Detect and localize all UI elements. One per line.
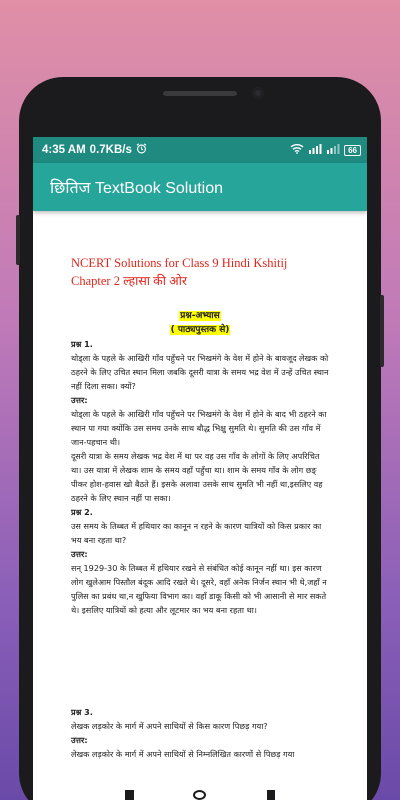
answer-text: लेखक लड़कोर के मार्ग में अपने साथियों से निम्नलिखित कारणों से पिछड़ गया	[71, 749, 295, 759]
app-bar	[33, 163, 367, 211]
status-bar	[33, 137, 367, 163]
question-label: प्रश्न 2.	[71, 507, 93, 517]
answer-label: उत्तर:	[71, 549, 88, 559]
battery-icon: 66	[344, 145, 361, 156]
question-text: थोड्ला के पहले के आखिरी गाँव पहुँचने पर भिखमंगे के वेश में होने के बावजूद लेखक को ठहरने के लिए उचित स्थान मिला जबकि दूसरी यात्रा के समय भद्र वेश में उन्हें उचित स्थान नहीं दिला सका। क्यों?	[71, 353, 329, 391]
back-icon[interactable]	[267, 790, 275, 800]
question-label: प्रश्न 3.	[71, 707, 93, 717]
signal-icon-2	[326, 143, 340, 157]
document-title: NCERT Solutions for Class 9 Hindi Kshitij Chapter 2 ल्हासा की ओर	[71, 256, 288, 288]
front-camera	[252, 87, 264, 99]
volume-button	[16, 215, 20, 265]
status-time: 4:35 AM	[42, 144, 86, 156]
answer-text: सन् 1929-30 के तिब्बत में हथियार रखने से संबंधित कोई कानून नहीं था। इस कारण लोग खुलेआम पिस्तौल बंदूक आदि रखते थे। दूसरे, वहाँ अनेक निर्जन स्थान भी थे,जहाँ न पुलिस का प्रबंध था,न खुफिया विभाग का। वहाँ डाकू किसी को भी आसानी से मार सकते थे। इसलिए यात्रियों को हत्या और लूटमार का भय बना रहता था।	[71, 563, 327, 615]
recents-icon[interactable]	[125, 790, 134, 800]
question-answer-body	[71, 337, 329, 761]
power-button	[380, 295, 384, 367]
question-label: प्रश्न 1.	[71, 339, 93, 349]
answer-label: उत्तर:	[71, 395, 88, 405]
question-text: लेखक लड़कोर के मार्ग में अपने साथियों से किस कारण पिछड़ गया?	[71, 721, 268, 731]
status-net-speed: 0.7KB/s	[89, 144, 132, 156]
answer-text: थोड्ला के पहले के आखिरी गाँव पहुँचने पर भिखमंगे के वेश में होने के बाद भी ठहरने का स्थान पा गया क्योंकि उस समय उनके साथ बौद्ध भिक्षु सुमति थे। सुमति की उस गाँव में जान-पहचान थी।	[71, 409, 327, 447]
question-text: उस समय के तिब्बत में हथियार का कानून न रहने के कारण यात्रियों को किस प्रकार का भय बना रहता था?	[71, 521, 322, 545]
home-icon[interactable]	[193, 790, 206, 800]
alarm-icon	[136, 143, 147, 157]
screen	[33, 137, 367, 800]
answer-text: दूसरी यात्रा के समय लेखक भद्र वेश में था पर वह उस गाँव के लोगों के लिए अपरिचित था। उस यात्रा में लेखक शाम के समय वहाँ पहुँचा था। शाम के समय गाँव के लोग छङ् पीकर होश-हवास खो बैठते हैं। इसके अलावा उसके साथ सुमति भी नहीं था,इसलिए वह ठहरने के लिए स्थान नहीं पा सका।	[71, 451, 323, 503]
earpiece-speaker	[163, 91, 237, 96]
section-header	[71, 309, 329, 337]
app-title: छितिज TextBook Solution	[50, 180, 224, 197]
signal-icon	[308, 143, 322, 157]
spacer	[71, 617, 329, 705]
section-subtitle: ( पाठ्यपुस्तक से)	[170, 325, 230, 335]
wifi-icon	[290, 143, 304, 157]
section-title: प्रश्न-अभ्यास	[180, 311, 220, 321]
document-content[interactable]	[33, 211, 367, 800]
answer-label: उत्तर:	[71, 735, 88, 745]
